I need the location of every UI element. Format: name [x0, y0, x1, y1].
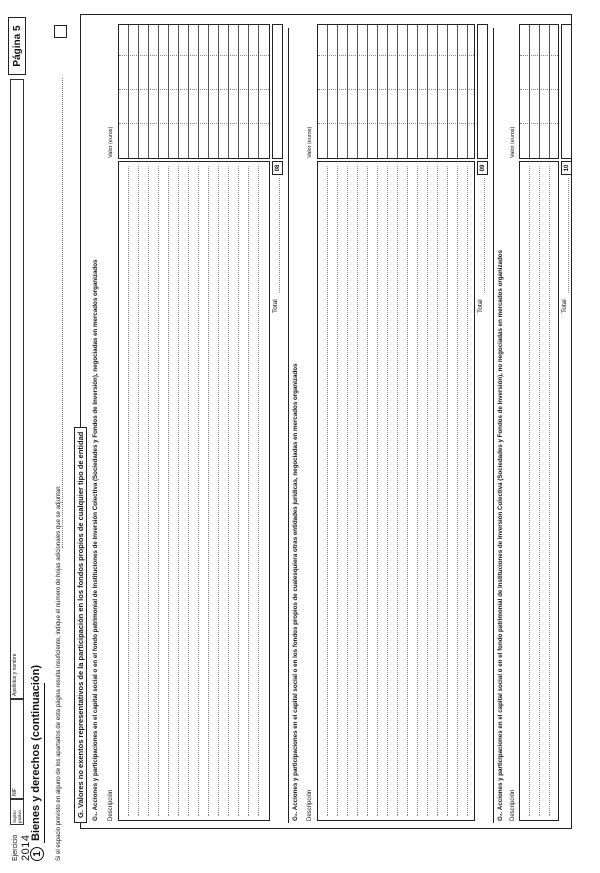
- value-row: [138, 25, 139, 158]
- description-row: [248, 166, 249, 816]
- thousands-separator: [318, 55, 474, 56]
- apellidos-label: Apellidos y nombre: [12, 653, 18, 696]
- apellidos-field[interactable]: [10, 79, 24, 699]
- description-row: [367, 166, 368, 816]
- section-g1-total-code: 08: [272, 161, 283, 175]
- group-g-title: G. Valores no exentos representativos de la participación en los fondos propios de cualquier tipo de entidad: [74, 427, 87, 823]
- section-g2-total-code: 09: [477, 161, 488, 175]
- value-row: [457, 25, 458, 158]
- description-row: [417, 166, 418, 816]
- value-row: [148, 25, 149, 158]
- value-row: [529, 25, 530, 158]
- description-row: [168, 166, 169, 816]
- value-row: [397, 25, 398, 158]
- section-number-badge: 1: [30, 847, 44, 861]
- form-header: [0, 0, 70, 873]
- value-row: [427, 25, 428, 158]
- section-divider: [288, 28, 289, 823]
- section-g1-value-box[interactable]: [118, 24, 270, 159]
- ejercicio-year: 2014: [20, 834, 32, 861]
- description-row: [327, 166, 328, 816]
- description-row: [208, 166, 209, 816]
- additional-sheets-note: Si el espacio previsto en alguno de los apartados de esta página resulta insuficiente, indique el número de hojas adicionales que se adjuntan: [56, 486, 62, 861]
- section-g3-description-box[interactable]: [519, 161, 559, 821]
- value-row: [198, 25, 199, 158]
- value-row: [188, 25, 189, 158]
- value-row: [539, 25, 540, 158]
- section-g2-description-box[interactable]: [317, 161, 475, 821]
- section-g1-description-label: Descripción: [108, 789, 114, 821]
- value-row: [248, 25, 249, 158]
- description-row: [457, 166, 458, 816]
- thousands-separator: [318, 123, 474, 124]
- thousands-separator: [119, 123, 269, 124]
- description-row: [228, 166, 229, 816]
- section-g2-description-label: Descripción: [307, 789, 313, 821]
- title-underline: [44, 683, 45, 843]
- description-row: [467, 166, 468, 816]
- value-row: [377, 25, 378, 158]
- value-row: [467, 25, 468, 158]
- value-row: [258, 25, 259, 158]
- ejercicio-label: Ejercicio: [12, 834, 19, 861]
- description-row: [347, 166, 348, 816]
- value-row: [417, 25, 418, 158]
- thousands-separator: [318, 89, 474, 90]
- value-row: [407, 25, 408, 158]
- sujeto-pasivo-label: Sujeto pasivo: [10, 799, 24, 825]
- section-g3-value-box[interactable]: [519, 24, 559, 159]
- value-row: [327, 25, 328, 158]
- value-row: [238, 25, 239, 158]
- description-row: [397, 166, 398, 816]
- description-row: [407, 166, 408, 816]
- value-row: [367, 25, 368, 158]
- nif-field[interactable]: [10, 699, 24, 799]
- description-row: [337, 166, 338, 816]
- description-row: [188, 166, 189, 816]
- description-row: [427, 166, 428, 816]
- section-g1-title: G₁. Acciones y participaciones en el capital social o en el fondo patrimonial de Instituciones de Inversión Colectiva (Sociedades y Fondos de Inversión), negociadas en mercados organizados: [92, 259, 99, 821]
- description-row: [258, 166, 259, 816]
- value-row: [357, 25, 358, 158]
- section-g3-value-label: Valor (euros): [510, 126, 516, 158]
- nif-label: NIF: [12, 787, 18, 796]
- description-row: [198, 166, 199, 816]
- value-row: [178, 25, 179, 158]
- value-row: [347, 25, 348, 158]
- value-row: [218, 25, 219, 158]
- page-number: Página 5: [8, 17, 26, 75]
- value-row: [387, 25, 388, 158]
- thousands-separator: [119, 55, 269, 56]
- section-g2-title: G₂. Acciones y participaciones en el capital social o en los fondos propios de cualesquiera otras entidades jurídicas, negociadas en mercados organizados: [292, 363, 299, 821]
- note-leader-dots: [62, 78, 63, 548]
- section-g1-value-label: Valor (euros): [108, 126, 114, 158]
- description-row: [158, 166, 159, 816]
- description-row: [218, 166, 219, 816]
- section-divider: [493, 28, 494, 823]
- section-g2-total-label: Total: [477, 299, 484, 313]
- value-row: [128, 25, 129, 158]
- description-row: [138, 166, 139, 816]
- section-g3-total-label: Total: [561, 299, 568, 313]
- description-row: [148, 166, 149, 816]
- description-row: [128, 166, 129, 816]
- description-row: [529, 166, 530, 816]
- section-g1-total-box[interactable]: [272, 24, 283, 159]
- section-g2-value-label: Valor (euros): [307, 126, 313, 158]
- thousands-separator: [119, 89, 269, 90]
- description-row: [437, 166, 438, 816]
- value-row: [228, 25, 229, 158]
- section-g1-total-label: Total: [272, 299, 279, 313]
- section-g3-total-box[interactable]: [561, 24, 572, 159]
- description-row: [387, 166, 388, 816]
- description-row: [357, 166, 358, 816]
- description-row: [539, 166, 540, 816]
- additional-sheets-box[interactable]: [54, 25, 67, 38]
- section-g2-total-box[interactable]: [477, 24, 488, 159]
- section-g3-title: G₃. Acciones y participaciones en el capital social o en el fondo patrimonial de Instituciones de Inversión Colectiva (Sociedades y Fondos de Inversión), no negociadas en mercados organizados: [497, 250, 504, 821]
- section-g1-description-box[interactable]: [118, 161, 270, 821]
- description-row: [549, 166, 550, 816]
- description-row: [377, 166, 378, 816]
- section-title: Bienes y derechos (continuación): [30, 664, 42, 841]
- value-row: [549, 25, 550, 158]
- value-row: [337, 25, 338, 158]
- value-row: [158, 25, 159, 158]
- value-row: [208, 25, 209, 158]
- total-leader-dots: [568, 178, 569, 293]
- value-row: [168, 25, 169, 158]
- total-leader-dots: [279, 178, 280, 293]
- section-g3-total-code: 10: [561, 161, 572, 175]
- total-leader-dots: [484, 178, 485, 293]
- value-row: [437, 25, 438, 158]
- section-g2-value-box[interactable]: [317, 24, 475, 159]
- description-row: [238, 166, 239, 816]
- section-g3-description-label: Descripción: [510, 789, 516, 821]
- description-row: [447, 166, 448, 816]
- description-row: [178, 166, 179, 816]
- value-row: [447, 25, 448, 158]
